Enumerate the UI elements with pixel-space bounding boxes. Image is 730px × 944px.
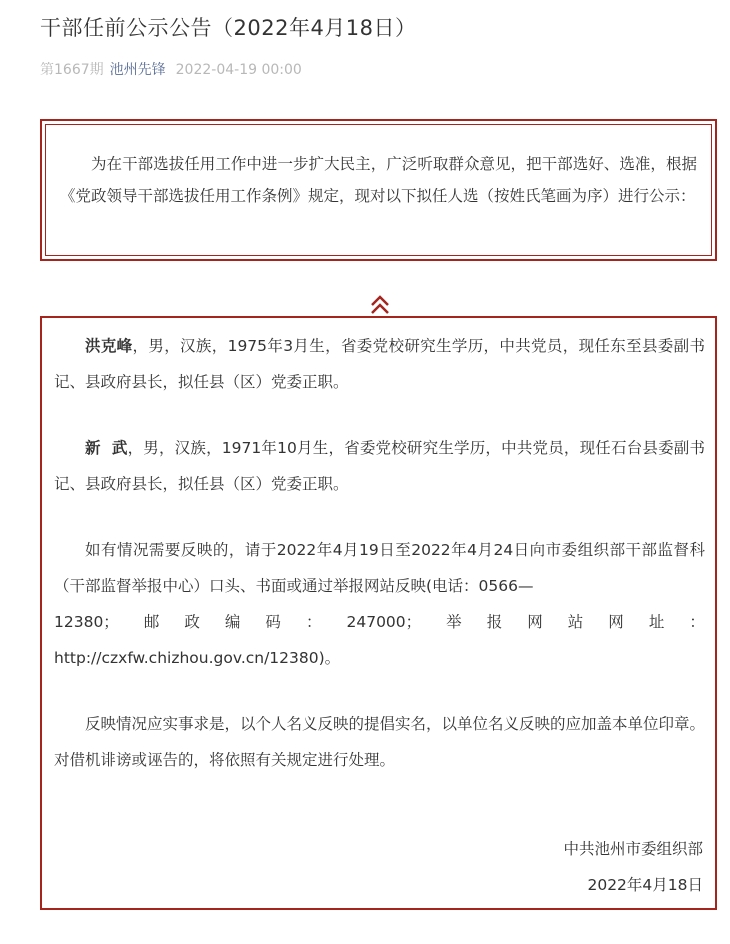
postcode-label-char: 政 <box>184 613 200 631</box>
postcode-label-char: 编 <box>224 613 241 631</box>
note-paragraph: 反映情况应实事求是，以个人名义反映的提倡实名，以单位名义反映的应加盖本单位印章。对借机诽谤或诬告的，将依照有关规定进行处理。 <box>54 715 706 769</box>
website-label-char: 站 <box>567 613 584 631</box>
article-title: 干部任前公示公告（2022年4月18日） <box>40 16 417 40</box>
announcement-frame <box>40 316 717 910</box>
website-label-char: 举 <box>446 613 462 631</box>
phone-number: 12380； <box>54 613 119 631</box>
article-meta <box>40 59 302 79</box>
intro-frame <box>40 119 717 261</box>
candidate-name: 新 武 <box>85 439 128 457</box>
signature-date: 2022年4月18日 <box>587 876 703 894</box>
candidate-details: ，男，汉族，1975年3月生，省委党校研究生学历，中共党员，现任东至县委副书记、县政府县长，拟任县（区）党委正职。 <box>54 337 705 391</box>
website-label-char: 址 <box>648 613 665 631</box>
feedback-text: 如有情况需要反映的，请于2022年4月19日至2022年4月24日向市委组织部干部监督科（干部监督举报中心）口头、书面或通过举报网站反映(电话：0566— <box>54 541 705 595</box>
publish-date: 2022-04-19 00:00 <box>175 62 302 78</box>
feedback-contact-line <box>54 604 705 640</box>
website-colon: ： <box>689 613 705 631</box>
candidate-name: 洪克峰 <box>85 337 133 355</box>
intro-paragraph: 为在干部选拔任用工作中进一步扩大民主，广泛听取群众意见，把干部选好、选准，根据《党政领导干部选拔任用工作条例》规定，现对以下拟任人选（按姓氏笔画为序）进行公示： <box>60 155 697 205</box>
website-label-char: 报 <box>486 613 503 631</box>
account-name-link[interactable]: 池州先锋 <box>109 62 166 78</box>
website-label-char: 网 <box>608 613 624 631</box>
postcode-colon: ： <box>305 613 322 631</box>
signature-block <box>563 831 703 903</box>
signature-org: 中共池州市委组织部 <box>563 840 703 858</box>
candidate-details: ，男，汉族，1971年10月生，省委党校研究生学历，中共党员，现任石台县委副书记、县政府县长，拟任县（区）党委正职。 <box>54 439 705 493</box>
postcode-value: 247000； <box>346 613 422 631</box>
report-website-url: http://czxfw.chizhou.gov.cn/12380)。 <box>54 649 341 667</box>
candidate-paragraph-1 <box>54 328 705 400</box>
candidate-paragraph-2 <box>54 430 705 502</box>
intro-inner-frame <box>45 124 712 256</box>
website-label-char: 网 <box>527 613 543 631</box>
issue-number: 第1667期 <box>40 62 104 78</box>
postcode-label-char: 码 <box>265 613 281 631</box>
feedback-paragraph <box>54 532 705 676</box>
postcode-label-char: 邮 <box>143 613 160 631</box>
